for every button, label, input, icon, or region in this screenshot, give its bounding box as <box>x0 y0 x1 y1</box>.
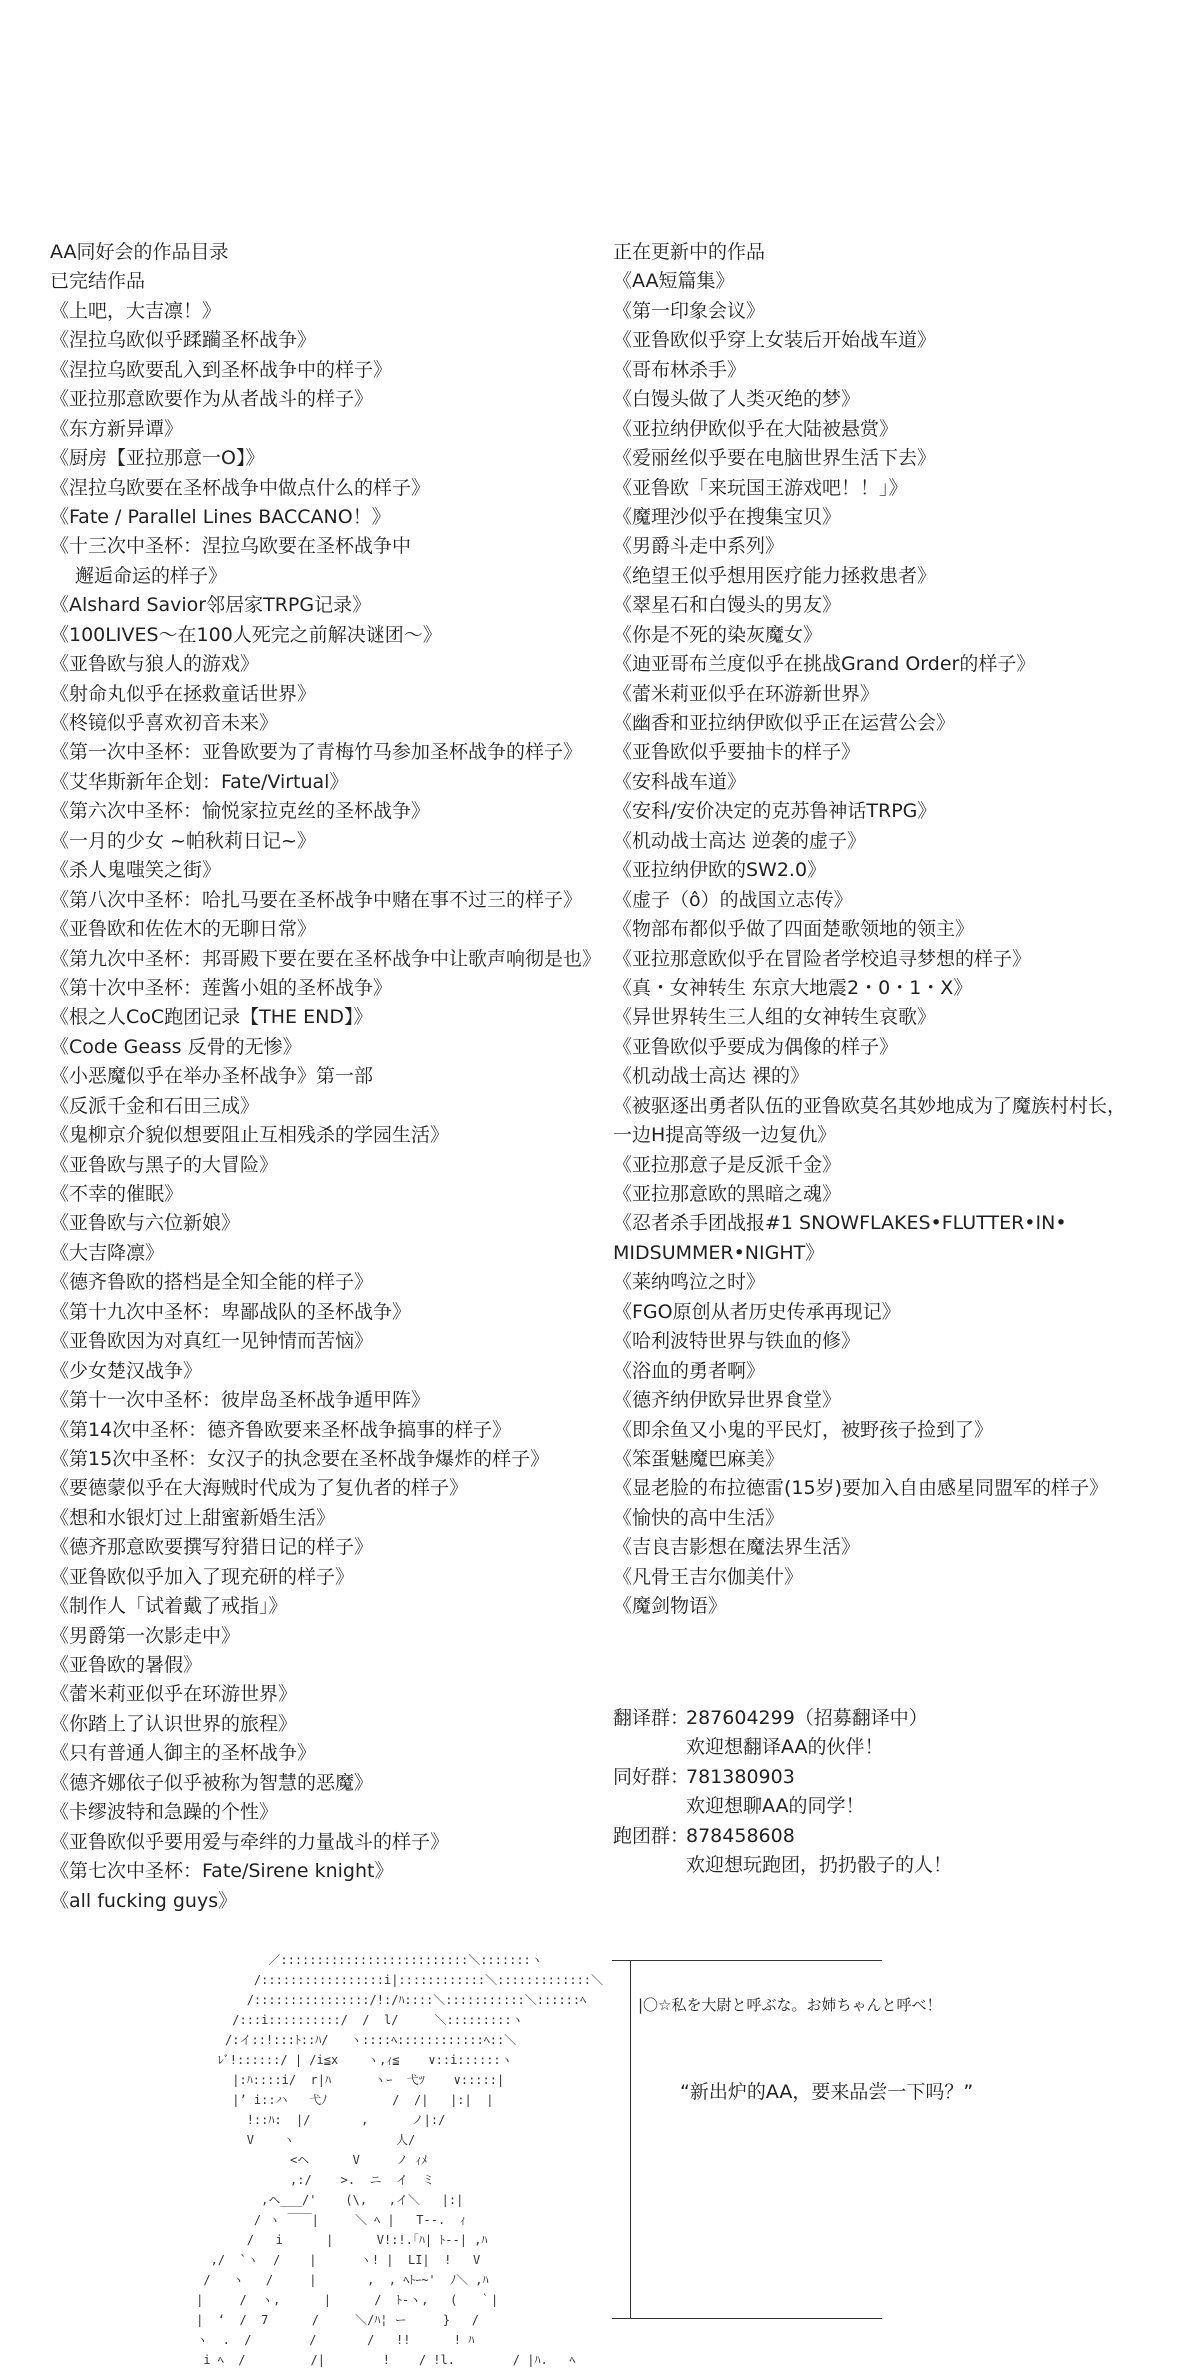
speech-subtext: |〇☆私を大尉と呼ぶな。お姉ちゃんと呼べ！ <box>638 1996 942 2014</box>
left-line-48: 《亚鲁欧的暑假》 <box>50 1654 203 1676</box>
translation-group-label: 翻译群： <box>613 1707 690 1729</box>
fans-group-row <box>613 1763 952 1792</box>
right-line-26: 《异世界转生三人组的女神转生哀歌》 <box>613 1006 937 1029</box>
left-line-42: 《要德蒙似乎在大海贼时代成为了复仇者的样子》 <box>50 1477 469 1500</box>
speech-frame-top <box>612 1960 882 1961</box>
translation-group-row <box>613 1704 952 1733</box>
left-line-25: 《第十次中圣杯：莲酱小姐的圣杯战争》 <box>50 976 393 999</box>
right-line-44: 《吉良吉影想在魔法界生活》 <box>613 1536 861 1559</box>
group-info <box>613 1704 952 1881</box>
right-line-8: 《亚鲁欧「来玩国王游戏吧！！」》 <box>613 476 908 499</box>
right-line-3: 《亚鲁欧似乎穿上女装后开始战车道》 <box>613 329 937 352</box>
left-line-36: 《第十九次中圣杯：卑鄙战队的圣杯战争》 <box>50 1300 412 1323</box>
left-line-31: 《亚鲁欧与黑子的大冒险》 <box>50 1153 279 1176</box>
left-line-32: 《不幸的催眠》 <box>50 1183 184 1205</box>
trpg-group-label: 跑团群： <box>613 1824 690 1847</box>
left-line-33: 《亚鲁欧与六位新娘》 <box>50 1212 241 1235</box>
right-line-23: 《物部布都似乎做了四面楚歌领地的领主》 <box>613 918 975 941</box>
right-line-32: 《亚拉那意欧的黑暗之魂》 <box>613 1183 842 1205</box>
left-line-39: 《第十一次中圣杯：彼岸岛圣杯战争遁甲阵》 <box>50 1389 431 1412</box>
right-line-37: 《哈利波特世界与铁血的修》 <box>613 1330 861 1353</box>
right-line-38: 《浴血的勇者啊》 <box>613 1359 766 1382</box>
right-line-10: 《男爵斗走中系列》 <box>613 535 785 558</box>
left-line-7: 《厨房【亚拉那意一O】》 <box>50 447 265 470</box>
left-line-38: 《少女楚汉战争》 <box>50 1359 203 1382</box>
right-line-4: 《哥布林杀手》 <box>613 358 747 381</box>
right-line-31: 《亚拉那意子是反派千金》 <box>613 1153 842 1176</box>
left-line-20: 《一月的少女 ~帕秋莉日记~》 <box>50 829 316 852</box>
speech-frame-bottom <box>612 2318 882 2319</box>
speech-bubble <box>612 1950 974 2345</box>
left-line-45: 《亚鲁欧似乎加入了现充研的样子》 <box>50 1565 355 1588</box>
right-line-21: 《亚拉纳伊欧的SW2.0》 <box>613 859 827 882</box>
ongoing-works-column <box>613 238 1173 1622</box>
right-line-29: 《被驱逐出勇者队伍的亚鲁欧莫名其妙地成为了魔族村村长， <box>613 1094 1127 1117</box>
left-line-29: 《反派千金和石田三成》 <box>50 1094 260 1117</box>
left-line-54: 《亚鲁欧似乎要用爱与牵绊的力量战斗的样子》 <box>50 1830 450 1853</box>
left-line-17: 《第一次中圣杯：亚鲁欧要为了青梅竹马参加圣杯战争的样子》 <box>50 741 583 764</box>
left-line-23: 《亚鲁欧和佐佐木的无聊日常》 <box>50 918 317 941</box>
left-line-10: 《十三次中圣杯：涅拉乌欧要在圣杯战争中 <box>50 535 412 558</box>
left-line-14: 《亚鲁欧与狼人的游戏》 <box>50 653 260 676</box>
left-line-9: 《Fate / Parallel Lines BACCANO！》 <box>50 505 391 528</box>
left-line-35: 《德齐鲁欧的搭档是全知全能的样子》 <box>50 1271 374 1294</box>
left-line-51: 《只有普通人御主的圣杯战争》 <box>50 1742 317 1765</box>
left-line-1: 已完结作品 <box>50 270 146 293</box>
left-line-22: 《第八次中圣杯：哈扎马要在圣杯战争中赌在事不过三的样子》 <box>50 888 583 911</box>
translation-group-number: 287604299（招募翻译中） <box>686 1707 928 1729</box>
right-line-6: 《亚拉纳伊欧似乎在大陆被悬赏》 <box>613 417 899 440</box>
right-line-11: 《绝望王似乎想用医疗能力拯救患者》 <box>613 564 937 587</box>
left-line-0: AA同好会的作品目录 <box>50 241 229 263</box>
right-line-18: 《安科战车道》 <box>613 770 747 793</box>
right-line-25: 《真・女神转生 东京大地震2・0・1・X》 <box>613 976 973 999</box>
trpg-group-number: 878458608 <box>686 1824 795 1847</box>
left-line-37: 《亚鲁欧因为对真红一见钟情而苦恼》 <box>50 1330 374 1353</box>
left-line-3: 《涅拉乌欧似乎蹂躏圣杯战争》 <box>50 329 317 352</box>
right-line-24: 《亚拉那意欧似乎在冒险者学校追寻梦想的样子》 <box>613 947 1032 970</box>
left-line-2: 《上吧，大吉凛！》 <box>50 299 222 322</box>
speech-main-text: “新出炉的AA，要来品尝一下吗？” <box>680 2081 974 2103</box>
right-line-13: 《你是不死的染灰魔女》 <box>613 623 823 646</box>
completed-works-column <box>50 238 610 1916</box>
left-line-28: 《小恶魔似乎在举办圣杯战争》第一部 <box>50 1065 374 1088</box>
right-line-15: 《蕾米莉亚似乎在环游新世界》 <box>613 682 880 705</box>
right-line-33: 《忍者杀手团战报#1 SNOWFLAKES•FLUTTER•IN• <box>613 1212 1067 1235</box>
right-line-46: 《魔剑物语》 <box>613 1595 728 1618</box>
right-line-17: 《亚鲁欧似乎要抽卡的样子》 <box>613 741 861 764</box>
left-line-46: 《制作人「试着戴了戒指」》 <box>50 1595 288 1618</box>
fans-group-label: 同好群： <box>613 1765 690 1788</box>
left-line-24: 《第九次中圣杯：邦哥殿下要在要在圣杯战争中让歌声响彻是也》 <box>50 947 602 970</box>
left-line-56: 《all fucking guys》 <box>50 1889 238 1912</box>
trpg-group-row <box>613 1822 952 1851</box>
left-line-12: 《Alshard Savior邻居家TRPG记录》 <box>50 594 372 617</box>
right-line-36: 《FGO原创从者历史传承再现记》 <box>613 1300 901 1323</box>
right-line-41: 《笨蛋魅魔巴麻美》 <box>613 1447 785 1470</box>
right-line-40: 《即余鱼又小鬼的平民灯，被野孩子捡到了》 <box>613 1418 994 1441</box>
left-line-18: 《艾华斯新年企划：Fate/Virtual》 <box>50 770 349 793</box>
fans-group-number: 781380903 <box>686 1765 795 1788</box>
left-line-19: 《第六次中圣杯：愉悦家拉克丝的圣杯战争》 <box>50 800 431 823</box>
right-line-16: 《幽香和亚拉纳伊欧似乎正在运营公会》 <box>613 712 956 734</box>
translation-group-note: 欢迎想翻译AA的伙伴！ <box>686 1736 884 1759</box>
left-line-15: 《射命丸似乎在拯救童话世界》 <box>50 682 317 705</box>
right-line-39: 《德齐纳伊欧异世界食堂》 <box>613 1389 842 1412</box>
right-line-19: 《安科/安价决定的克苏鲁神话TRPG》 <box>613 800 937 823</box>
left-line-40: 《第14次中圣杯：德齐鲁欧要来圣杯战争搞事的样子》 <box>50 1418 512 1441</box>
left-line-50: 《你踏上了认识世界的旅程》 <box>50 1712 298 1735</box>
left-line-53: 《卡缪波特和急躁的个性》 <box>50 1801 279 1824</box>
fans-group-note: 欢迎想聊AA的同学！ <box>686 1795 865 1818</box>
left-line-43: 《想和水银灯过上甜蜜新婚生活》 <box>50 1506 336 1529</box>
left-line-5: 《亚拉那意欧要作为从者战斗的样子》 <box>50 388 374 411</box>
right-line-0: 正在更新中的作品 <box>613 241 766 263</box>
left-line-30: 《鬼柳京介貌似想要阻止互相残杀的学园生活》 <box>50 1124 450 1147</box>
right-line-14: 《迪亚哥布兰度似乎在挑战Grand Order的样子》 <box>613 653 1036 676</box>
right-line-7: 《爱丽丝似乎要在电脑世界生活下去》 <box>613 447 937 470</box>
left-line-27: 《Code Geass 反骨的无惨》 <box>50 1035 302 1058</box>
right-line-9: 《魔理沙似乎在搜集宝贝》 <box>613 505 842 528</box>
trpg-group-note: 欢迎想玩跑团，扔扔骰子的人！ <box>686 1854 953 1877</box>
right-line-20: 《机动战士高达 逆袭的虚子》 <box>613 829 867 852</box>
right-line-1: 《AA短篇集》 <box>613 270 735 293</box>
right-line-34: MIDSUMMER•NIGHT》 <box>613 1241 825 1264</box>
right-line-42: 《显老脸的布拉德雷(15岁)要加入自由感星同盟军的样子》 <box>613 1477 1109 1500</box>
speech-frame-left <box>630 1960 631 2318</box>
left-line-26: 《根之人CoC跑团记录【THE END】》 <box>50 1006 373 1029</box>
right-line-30: 一边H提高等级一边复仇》 <box>613 1124 837 1147</box>
left-line-49: 《蕾米莉亚似乎在环游世界》 <box>50 1683 298 1706</box>
left-line-52: 《德齐娜依子似乎被称为智慧的恶魔》 <box>50 1771 374 1794</box>
left-line-4: 《涅拉乌欧要乱入到圣杯战争中的样子》 <box>50 358 393 381</box>
left-line-6: 《东方新异谭》 <box>50 417 184 440</box>
left-line-41: 《第15次中圣杯：女汉子的执念要在圣杯战争爆炸的样子》 <box>50 1447 550 1470</box>
left-line-21: 《杀人鬼嗤笑之街》 <box>50 859 222 882</box>
right-line-27: 《亚鲁欧似乎要成为偶像的样子》 <box>613 1035 899 1058</box>
left-line-13: 《100LIVES～在100人死完之前解决谜团～》 <box>50 623 442 646</box>
right-line-28: 《机动战士高达 裸的》 <box>613 1065 810 1088</box>
ascii-art-character: ／::::::::::::::::::::::::::＼:::::::ヽ /:::::::::::::::::i|::::::::::::＼:::::::::::::＼ /::::::::::::::::/!:/ﾊ::::＼:::::::::::＼::::::ﾍ /:::i::::::::::/ / l/ ＼:::::::::ヽ /:イ::!:::ﾄ::ﾊ/ ヽ::::ﾍ::::::::::::ﾍ::＼ ﾚﾞ!::::::/ | /i≦x ヽ,ｨ≦ ∨::i::::::ヽ |:ﾊ::::i/ r|ﾊ ヽｰ 弋ﾂ ∨:::::| |’ i::ハ 弋ﾉ / /| |:| | !::ﾊ: |/ , ノ|:/ V ヽ 人/ <ヘ V ノ ｨﾒ ,:/ >. ニ イ ミ ,ヘ___/' (\, ,イ＼ |:| / ヽ ￣￣| ＼ ﾍ | T--. ｨ / i | V!:!.｢ﾊ| ﾄ--| ,ﾊ ,/ `ヽ / | ヽ! | LI| ! V / ヽ / | , , ﾍﾄｰ~' ﾉ＼ ,ﾊ | / ヽ, | / ﾄ-ヽ, ( ｀| | ‘ / 7 / ＼/ﾊ¦ ー } / ヽ . / / / !! ! ﾊ i ﾍ / /| ! / !l. / |ﾊ. ﾍ <box>196 1953 604 2367</box>
left-line-16: 《柊镜似乎喜欢初音未来》 <box>50 712 279 734</box>
left-line-11: 邂逅命运的样子》 <box>75 564 228 587</box>
left-line-44: 《德齐那意欧要撰写狩猎日记的样子》 <box>50 1536 374 1559</box>
right-line-22: 《虚子（ô）的战国立志传》 <box>613 888 853 911</box>
right-line-2: 《第一印象会议》 <box>613 299 766 322</box>
right-line-43: 《愉快的高中生活》 <box>613 1506 785 1529</box>
right-line-45: 《凡骨王吉尔伽美什》 <box>613 1565 804 1588</box>
left-line-55: 《第七次中圣杯：Fate/Sirene knight》 <box>50 1860 394 1883</box>
right-line-12: 《翠星石和白馒头的男友》 <box>613 594 842 617</box>
right-line-5: 《白馒头做了人类灭绝的梦》 <box>613 388 861 411</box>
left-line-47: 《男爵第一次影走中》 <box>50 1624 241 1647</box>
left-line-34: 《大吉降凛》 <box>50 1241 165 1264</box>
left-line-8: 《涅拉乌欧要在圣杯战争中做点什么的样子》 <box>50 476 431 499</box>
right-line-35: 《莱纳鸣泣之时》 <box>613 1271 766 1294</box>
